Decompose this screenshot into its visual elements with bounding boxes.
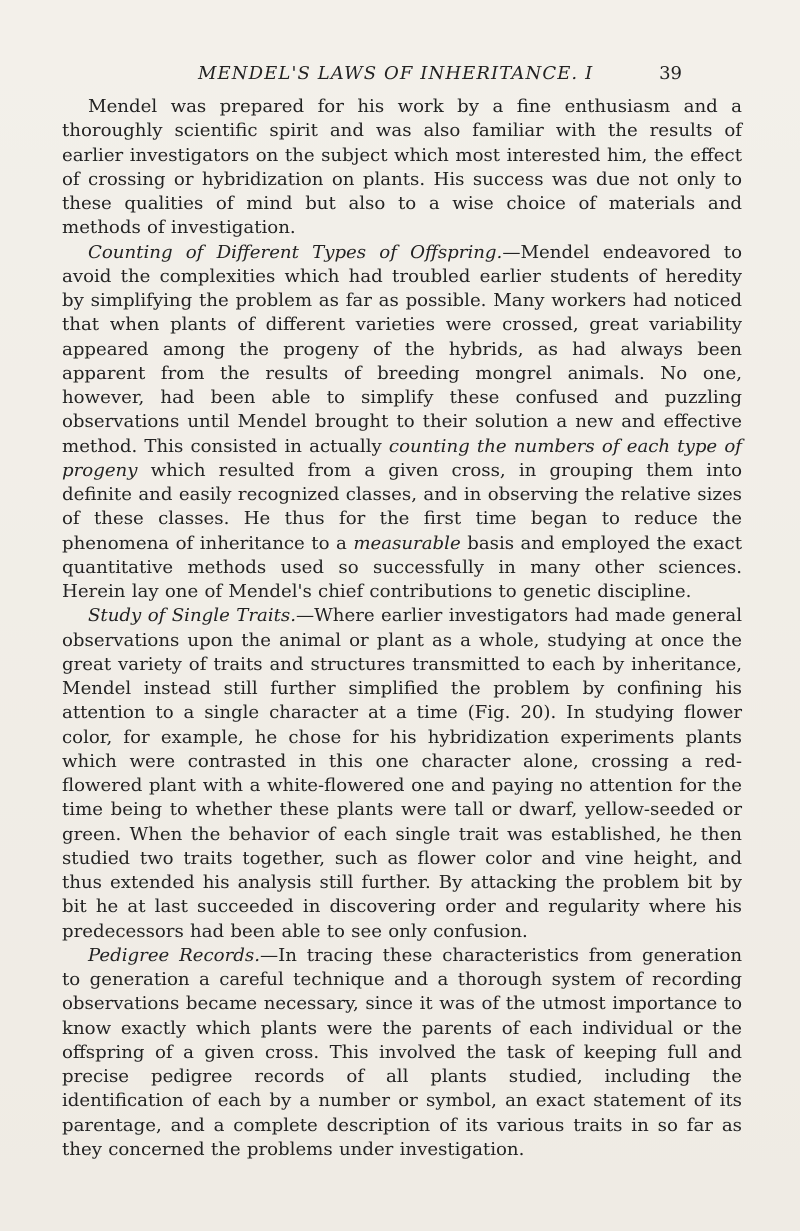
paragraph-text: —Where earlier investigators had made general observations upon the animal or plant as a whole, studying at once the great variety of traits and structures transmitted to each by inheritance, Mendel instead still further simplified the problem by confining his attention to a single character at a time (Fig. 20). In studying flower color, for example, he chose for his hybridization experiments plants which were contrasted in this one character alone, crossing a red-flowered plant with a white-flowered one and paying no attention for the time being to whether these plants were tall or dwarf, yellow-seeded or green. When the behavior of each single trait was established, he then studied two traits together, such as flower color and vine height, and thus extended his analysis still further. By attacking the problem bit by bit he at last succeeded in discovering order and regularity where his predecessors had been able to see only confusion.	[62, 605, 743, 942]
paragraph-mendel-preparation	[62, 95, 742, 241]
paragraph-text: —In tracing these characteristics from generation to generation a careful technique and a thorough system of recording observations became necessary, since it was of the utmost importance to know exactly which plants were the parents of each individual or the offspring of a given cross. This involved the task of keeping full and precise pedigree records of all plants studied, including the identification of each by a number or symbol, an exact statement of its parentage, and a complete description of its various traits in so far as they concerned the problems under investigation.	[62, 944, 742, 1160]
section-heading-pedigree: Pedigree Records.	[88, 944, 260, 966]
page-number: 39	[659, 63, 682, 84]
paragraph-text-part: —Mendel endeavored to avoid the complexities which had troubled earlier students of heredity by simplifying the problem as far as possible. Many workers had noticed that when plants of different varieties were crossed, great variability appeared among the progeny of the hybrids, as had always been apparent from the results of breeding mongrel animals. No one, however, had been able to simplify these confused and puzzling observations until Mendel brought to their solution a new and effective method. This consisted in actually	[62, 241, 742, 457]
paragraph-text-part: which resulted from a given cross, in grouping them into definite and easily recognized classes, and in observing the relative sizes of these classes. He thus for the first time began to reduce the phenomena of inheritance to a	[62, 459, 742, 554]
running-title: MENDEL'S LAWS OF INHERITANCE. I	[198, 63, 594, 84]
section-heading-single-traits: Study of Single Traits.	[88, 605, 296, 627]
paragraph-counting-offspring	[62, 241, 742, 605]
paragraph-text: Mendel was prepared for his work by a fine enthusiasm and a thoroughly scientific spirit and was also familiar with the results of earlier investigators on the subject which most interested him, the effect of crossing or hybridization on plants. His success was due not only to these qualities of mind but also to a wise choice of materials and methods of investigation.	[62, 96, 742, 239]
section-heading-counting: Counting of Different Types of Offspring.	[88, 241, 503, 263]
emphasized-phrase: counting the numbers of each type of progeny	[62, 435, 742, 481]
paragraph-single-traits	[62, 604, 742, 944]
paragraph-pedigree-records	[62, 944, 742, 1162]
body-text	[62, 95, 742, 1162]
page-header	[198, 63, 682, 87]
paragraph-text-part: basis and employed the exact quantitative methods used so successfully in many other sciences. Herein lay one of Mendel's chief contributions to genetic discipline.	[62, 532, 742, 602]
emphasized-word: measurable	[353, 532, 461, 554]
